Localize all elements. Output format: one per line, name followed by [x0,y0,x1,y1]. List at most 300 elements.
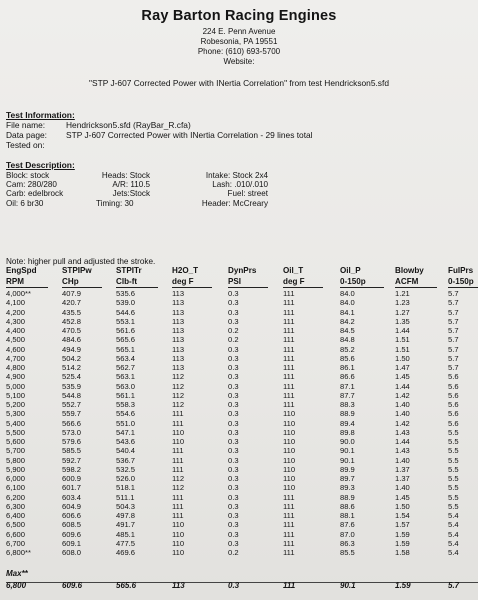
cell-fulprs: 5.5 [448,483,459,493]
cell-fulprs: 5.5 [448,427,459,437]
cell-h2o-t: 113 [172,316,185,326]
cell-oil-t: 110 [283,409,296,419]
cell-stpipw: 514.2 [62,363,82,372]
cell-stpipw: 601.7 [62,483,82,493]
file-name-value: Hendrickson5.sfd (RayBar_R.cfa) [66,120,191,130]
cell-h2o-t: 113 [172,289,185,298]
cell-oil-p: 87.7 [340,390,355,400]
cell-fulprs: 5.6 [448,409,459,419]
cell-oil-t: 111 [283,298,295,308]
max-cell-blowby: 1.59 [395,581,411,590]
col-header-stpipw-line: STPIPw [62,266,92,275]
cell-stpitr: 563.4 [116,353,136,363]
cell-rpm: 5,800 [6,455,26,465]
cell-oil-p: 87.1 [340,381,355,391]
col-header-stpitr-line: Clb-ft [116,277,138,286]
cell-stpipw: 525.4 [62,372,82,382]
max-cell-dynprs: 0.3 [228,581,240,590]
cell-blowby: 1.59 [395,538,410,548]
company-phone: Phone: (610) 693-5700 [197,47,281,56]
cell-rpm: 4,300 [6,316,26,326]
data-page-value: STP J-607 Corrected Power with INertia Correlation - 29 lines total [66,130,313,140]
cell-oil-p: 88.9 [340,492,355,502]
cell-oil-t: 111 [283,390,295,400]
cell-fulprs: 5.5 [448,474,459,483]
cell-fulprs: 5.7 [448,353,459,363]
cell-stpipw: 494.9 [62,344,82,354]
cell-rpm: 4,600 [6,344,26,354]
cell-oil-p: 88.9 [340,409,355,419]
cell-oil-p: 88.3 [340,400,355,409]
cell-stpitr: 497.8 [116,511,136,520]
cell-stpitr: 532.5 [116,464,136,474]
cell-oil-t: 110 [283,418,296,428]
cell-dynprs: 0.3 [228,538,239,548]
cell-fulprs: 5.7 [448,363,459,372]
cell-blowby: 1.40 [395,409,410,419]
cell-blowby: 1.50 [395,353,410,363]
cell-blowby: 1.58 [395,548,410,557]
company-address: 224 E. Penn Avenue [202,27,276,36]
cell-h2o-t: 111 [172,446,184,456]
cell-rpm: 5,200 [6,400,26,409]
max-cell-h2o-t: 113 [172,581,185,590]
cell-dynprs: 0.3 [228,363,239,372]
cell-oil-p: 84.5 [340,326,355,335]
cell-rpm: 6,300 [6,501,26,511]
cell-stpipw: 504.2 [62,353,82,363]
cell-blowby: 1.40 [395,483,410,493]
col-header-rpm [6,265,37,287]
cell-stpipw: 592.7 [62,455,82,465]
cell-fulprs: 5.6 [448,390,459,400]
cell-h2o-t: 110 [172,437,185,446]
desc-col-1 [6,171,63,208]
cell-rpm: 5,100 [6,390,26,400]
cell-oil-t: 110 [283,455,296,465]
cell-h2o-t: 111 [172,492,184,502]
cell-oil-p: 89.7 [340,474,355,483]
cell-oil-p: 85.5 [340,548,355,557]
cell-stpipw: 604.9 [62,501,82,511]
cell-stpitr: 526.0 [116,474,136,483]
cell-dynprs: 0.3 [228,501,239,511]
cell-h2o-t: 113 [172,344,185,354]
cell-stpipw: 598.2 [62,464,82,474]
cell-stpitr: 504.3 [116,501,136,511]
desc-timing: Timing: 30 [96,198,134,208]
cell-fulprs: 5.7 [448,316,459,326]
col-header-stpipw-line: CHp [62,277,79,286]
cell-stpipw: 535.9 [62,381,82,391]
cell-fulprs: 5.4 [448,511,459,520]
col-header-fulprs [448,265,474,287]
cell-stpitr: 491.7 [116,520,136,530]
cell-oil-p: 87.6 [340,520,355,530]
cell-oil-p: 88.6 [340,501,355,511]
cell-oil-p: 87.0 [340,529,355,539]
col-header-underline [340,287,384,288]
cell-blowby: 1.35 [395,316,410,326]
cell-stpitr: 563.1 [116,372,136,382]
cell-blowby: 1.57 [395,520,410,530]
cell-fulprs: 5.6 [448,381,459,391]
cell-oil-p: 90.1 [340,455,355,465]
cell-fulprs: 5.7 [448,335,459,345]
max-cell-rpm: 6,800 [6,581,27,590]
cell-dynprs: 0.3 [228,483,239,493]
cell-blowby: 1.42 [395,418,410,428]
cell-oil-p: 84.2 [340,316,355,326]
desc-cam: Cam: 280/280 [6,180,57,190]
desc-block: Block: stock [6,171,50,180]
cell-dynprs: 0.3 [228,289,239,298]
cell-h2o-t: 112 [172,474,185,483]
cell-stpipw: 585.5 [62,446,82,456]
max-cell-fulprs: 5.7 [448,581,460,590]
cell-dynprs: 0.3 [228,437,239,446]
cell-dynprs: 0.3 [228,298,239,308]
cell-blowby: 1.45 [395,492,410,502]
note-text: Note: higher pull and adjusted the stroke. [6,257,156,266]
cell-h2o-t: 111 [172,464,184,474]
max-cell-oil-p: 90.1 [340,581,356,590]
cell-oil-t: 111 [283,307,295,317]
cell-blowby: 1.45 [395,372,410,382]
cell-oil-t: 111 [283,492,295,502]
col-header-oil-p-line: 0-150p [340,277,366,286]
cell-stpitr: 539.0 [116,298,136,308]
cell-h2o-t: 112 [172,381,185,391]
cell-fulprs: 5.5 [448,455,459,465]
company-website: Website: [223,57,255,66]
cell-rpm: 5,700 [6,446,26,456]
col-header-dynprs [228,265,256,287]
cell-blowby: 1.37 [395,474,410,483]
cell-h2o-t: 113 [172,353,185,363]
col-header-oil-t-line: deg F [283,277,305,286]
cell-blowby: 1.51 [395,335,410,345]
file-name-label: File name: [6,120,46,130]
cell-h2o-t: 110 [172,520,185,530]
col-header-underline [172,287,212,288]
cell-stpipw: 573.0 [62,427,82,437]
cell-stpitr: 565.6 [116,335,136,345]
cell-blowby: 1.59 [395,529,410,539]
cell-rpm: 6,000 [6,474,26,483]
cell-stpitr: 511.1 [116,492,135,502]
cell-dynprs: 0.2 [228,335,239,345]
cell-oil-p: 90.1 [340,446,355,456]
cell-rpm: 4,200 [6,307,26,317]
col-header-blowby-line: ACFM [395,277,419,286]
cell-fulprs: 5.5 [448,437,459,446]
cell-h2o-t: 111 [172,418,184,428]
cell-stpipw: 603.4 [62,492,82,502]
col-header-rpm-line: EngSpd [6,266,37,275]
cell-stpipw: 600.9 [62,474,82,483]
tested-on-row [6,140,66,150]
cell-fulprs: 5.7 [448,307,459,317]
cell-rpm: 6,800** [6,548,31,557]
cell-stpipw: 579.6 [62,437,82,446]
cell-dynprs: 0.3 [228,307,239,317]
cell-dynprs: 0.3 [228,529,239,539]
cell-stpipw: 566.6 [62,418,82,428]
cell-oil-t: 111 [283,501,295,511]
tested-on-label: Tested on: [6,140,45,150]
cell-blowby: 1.50 [395,501,410,511]
desc-fuel: Fuel: street [227,189,268,199]
cell-rpm: 6,400 [6,511,26,520]
cell-oil-t: 111 [283,511,295,520]
cell-oil-t: 110 [283,474,296,483]
file-name-row [6,120,191,130]
cell-stpipw: 608.0 [62,548,82,557]
cell-blowby: 1.44 [395,326,410,335]
cell-stpitr: 485.1 [116,529,136,539]
cell-oil-t: 110 [283,446,296,456]
cell-dynprs: 0.2 [228,326,239,335]
cell-rpm: 6,700 [6,538,26,548]
cell-fulprs: 5.7 [448,344,459,354]
data-page-label: Data page: [6,130,47,140]
cell-rpm: 6,100 [6,483,26,493]
cell-fulprs: 5.4 [448,529,459,539]
cell-h2o-t: 113 [172,363,185,372]
desc-jets: Jets:Stock [112,189,150,199]
cell-rpm: 5,600 [6,437,26,446]
cell-oil-p: 89.9 [340,464,355,474]
cell-fulprs: 5.7 [448,298,459,308]
cell-rpm: 4,700 [6,353,26,363]
col-header-h2o-t-line: H2O_T [172,266,199,275]
cell-fulprs: 5.5 [448,492,459,502]
cell-oil-t: 111 [283,289,295,298]
cell-fulprs: 5.7 [448,326,459,335]
cell-stpitr: 547.1 [116,427,136,437]
col-header-underline [448,287,478,288]
cell-stpitr: 544.6 [116,307,136,317]
col-header-h2o-t [172,265,198,287]
cell-h2o-t: 113 [172,307,185,317]
cell-h2o-t: 111 [172,455,184,465]
col-header-underline [62,287,102,288]
cell-stpitr: 561.6 [116,326,136,335]
cell-blowby: 1.54 [395,511,410,520]
cell-dynprs: 0.3 [228,446,239,456]
cell-oil-t: 111 [283,381,295,391]
cell-stpitr: 469.6 [116,548,136,557]
cell-rpm: 4,400 [6,326,26,335]
col-header-blowby-line: Blowby [395,266,424,275]
desc-header: Header: McCreary [201,198,268,208]
cell-blowby: 1.37 [395,464,410,474]
cell-oil-p: 86.6 [340,372,355,382]
cell-stpitr: 563.0 [116,381,136,391]
cell-oil-p: 85.6 [340,353,355,363]
cell-rpm: 5,400 [6,418,26,428]
cell-oil-t: 110 [283,427,296,437]
cell-oil-t: 111 [283,400,295,409]
cell-stpitr: 565.1 [116,344,136,354]
cell-oil-p: 86.1 [340,363,355,372]
cell-blowby: 1.43 [395,446,410,456]
desc-col-2 [92,171,150,208]
cell-stpipw: 609.6 [62,529,82,539]
cell-oil-p: 84.1 [340,307,355,317]
cell-blowby: 1.40 [395,400,410,409]
cell-stpitr: 518.1 [116,483,136,493]
desc-intake: Intake: Stock 2x4 [205,171,268,180]
cell-blowby: 1.23 [395,298,410,308]
col-header-rpm-line: RPM [6,277,24,286]
cell-oil-p: 86.3 [340,538,355,548]
cell-oil-t: 111 [283,372,295,382]
cell-blowby: 1.21 [395,289,410,298]
cell-dynprs: 0.3 [228,390,239,400]
cell-h2o-t: 113 [172,335,185,345]
cell-h2o-t: 112 [172,483,185,493]
cell-blowby: 1.44 [395,381,410,391]
cell-h2o-t: 113 [172,326,185,335]
cell-rpm: 6,200 [6,492,26,502]
cell-stpipw: 484.6 [62,335,82,345]
cell-rpm: 6,600 [6,529,26,539]
cell-oil-t: 111 [283,316,295,326]
cell-h2o-t: 111 [172,501,184,511]
desc-oil: Oil: 6 br30 [6,198,44,208]
cell-dynprs: 0.3 [228,474,239,483]
cell-dynprs: 0.3 [228,520,239,530]
cell-stpitr: 543.6 [116,437,136,446]
data-page-row [6,130,313,140]
cell-stpitr: 535.6 [116,289,136,298]
cell-h2o-t: 111 [172,409,184,419]
col-header-underline [6,287,48,288]
cell-stpitr: 558.3 [116,400,136,409]
cell-rpm: 6,500 [6,520,26,530]
cell-rpm: 5,500 [6,427,26,437]
cell-h2o-t: 110 [172,427,185,437]
cell-dynprs: 0.3 [228,344,239,354]
col-header-fulprs-line: FulPrs [448,266,474,275]
cell-oil-p: 89.3 [340,483,355,493]
col-header-oil-t-line: Oil_T [283,266,304,275]
cell-h2o-t: 112 [172,372,185,382]
company-name: Ray Barton Racing Engines [141,8,337,24]
cell-stpipw: 407.9 [62,289,82,298]
col-header-oil-p-line: Oil_P [340,266,361,275]
cell-h2o-t: 112 [172,400,185,409]
col-header-h2o-t-line: deg F [172,277,194,286]
col-header-oil-t [283,265,305,287]
cell-oil-t: 111 [283,529,295,539]
cell-oil-t: 111 [283,326,295,335]
cell-oil-t: 111 [283,538,295,548]
cell-rpm: 5,300 [6,409,26,419]
cell-oil-t: 111 [283,344,295,354]
cell-blowby: 1.47 [395,363,410,372]
cell-fulprs: 5.6 [448,372,459,382]
cell-stpipw: 435.5 [62,307,82,317]
cell-stpitr: 536.7 [116,455,136,465]
cell-dynprs: 0.3 [228,492,239,502]
cell-blowby: 1.42 [395,390,410,400]
cell-oil-p: 84.0 [340,298,355,308]
cell-oil-p: 88.1 [340,511,355,520]
cell-blowby: 1.27 [395,307,410,317]
cell-fulprs: 5.5 [448,446,459,456]
cell-h2o-t: 110 [172,548,185,557]
cell-oil-p: 90.0 [340,437,355,446]
cell-blowby: 1.40 [395,455,410,465]
cell-dynprs: 0.3 [228,409,239,419]
max-label: Max** [6,569,28,578]
cell-dynprs: 0.3 [228,427,239,437]
cell-stpipw: 470.5 [62,326,82,335]
cell-blowby: 1.44 [395,437,410,446]
max-cell-oil-t: 111 [283,581,296,590]
col-header-stpitr [116,265,142,287]
cell-rpm: 4,500 [6,335,26,345]
cell-rpm: 4,900 [6,372,26,382]
cell-oil-t: 110 [283,437,296,446]
desc-heads: Heads: Stock [101,171,150,180]
cell-oil-t: 110 [283,483,296,493]
test-info-heading: Test Information: [6,110,75,120]
cell-stpitr: 477.5 [116,538,136,548]
col-header-dynprs-line: PSI [228,277,242,286]
cell-stpitr: 562.7 [116,363,136,372]
cell-dynprs: 0.3 [228,316,239,326]
col-header-blowby [395,265,424,287]
desc-col-3 [172,171,268,208]
cell-dynprs: 0.3 [228,381,239,391]
cell-dynprs: 0.3 [228,418,239,428]
cell-dynprs: 0.2 [228,548,239,557]
cell-stpipw: 544.8 [62,390,82,400]
cell-h2o-t: 110 [172,538,185,548]
cell-stpipw: 608.5 [62,520,82,530]
cell-rpm: 5,900 [6,464,26,474]
cell-fulprs: 5.4 [448,538,459,548]
cell-dynprs: 0.3 [228,400,239,409]
cell-fulprs: 5.7 [448,289,459,298]
cell-oil-p: 89.8 [340,427,355,437]
company-city: Robesonia, PA 19551 [200,37,278,46]
cell-dynprs: 0.3 [228,455,239,465]
max-cell-stpipw: 609.6 [62,581,83,590]
cell-oil-t: 111 [283,335,295,345]
cell-stpipw: 606.6 [62,511,82,520]
cell-stpitr: 561.1 [116,390,136,400]
cell-stpipw: 420.7 [62,298,82,308]
cell-oil-t: 111 [283,520,295,530]
col-header-oil-p [340,265,366,287]
cell-stpipw: 609.1 [62,538,82,548]
cell-oil-p: 89.4 [340,418,355,428]
desc-lash: Lash: .010/.010 [212,180,268,190]
cell-fulprs: 5.4 [448,548,459,557]
cell-stpitr: 554.6 [116,409,136,419]
cell-stpitr: 540.4 [116,446,136,456]
cell-dynprs: 0.3 [228,353,239,363]
cell-oil-p: 84.0 [340,289,355,298]
cell-blowby: 1.43 [395,427,410,437]
cell-oil-p: 84.8 [340,335,355,345]
cell-blowby: 1.51 [395,344,410,354]
